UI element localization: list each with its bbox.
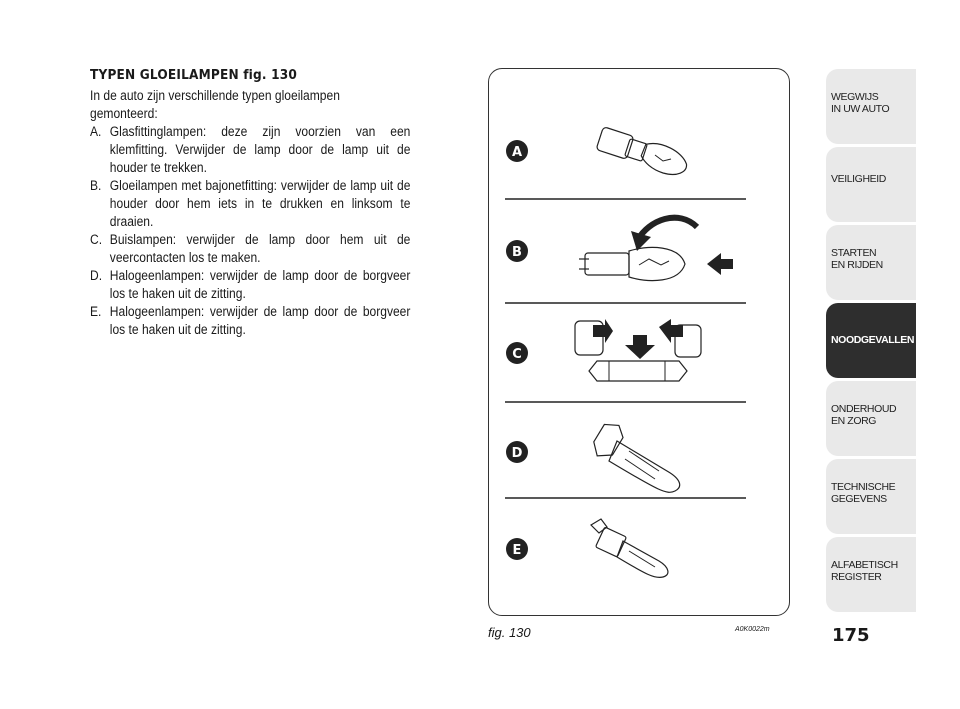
list-item-c xyxy=(90,231,410,267)
text-column xyxy=(90,66,410,339)
label-c: C xyxy=(512,347,522,362)
section-heading: TYPEN GLOEILAMPEN fig. 130 xyxy=(90,67,297,83)
item-letter: B. xyxy=(90,178,102,193)
halogen-d-drawing xyxy=(590,419,680,492)
bulb-illustration xyxy=(489,69,789,615)
intro-text: In de auto zijn verschillende typen gloeilampen gemonteerd: xyxy=(90,88,340,121)
list-item-e xyxy=(90,303,410,339)
item-letter: D. xyxy=(90,268,103,283)
item-text: Buislampen: verwijder de lamp door hem uit de veercontacten los te maken. xyxy=(109,232,411,265)
label-d-badge xyxy=(506,441,528,463)
label-e-badge xyxy=(506,538,528,560)
bulb-type-list xyxy=(90,123,410,339)
list-item-d xyxy=(90,267,410,303)
item-letter: A. xyxy=(90,124,102,139)
tab-veiligheid[interactable] xyxy=(826,147,916,222)
item-text: Gloeilampen met bajonetfitting: verwijder de lamp uit de houder door hem iets in te drukken en linksom te draaien. xyxy=(109,178,411,229)
tab-technische[interactable] xyxy=(826,459,916,534)
wedge-bulb-drawing xyxy=(596,127,689,177)
tab-starten[interactable] xyxy=(826,225,916,300)
tab-label: ONDERHOUD EN ZORG xyxy=(831,403,897,427)
label-e: E xyxy=(512,543,522,558)
halogen-e-drawing xyxy=(591,519,668,577)
label-d: D xyxy=(511,446,523,461)
item-letter: E. xyxy=(90,304,102,319)
label-a: A xyxy=(511,145,523,160)
tab-label: TECHNISCHE GEGEVENS xyxy=(831,481,896,505)
page-number: 175 xyxy=(832,625,870,646)
tab-label: WEGWIJS IN UW AUTO xyxy=(831,91,890,115)
item-text: Halogeenlampen: verwijder de lamp door de borgveer los te haken uit de zitting. xyxy=(109,268,411,301)
tab-label: STARTEN EN RIJDEN xyxy=(831,247,883,271)
tab-alfabetisch[interactable] xyxy=(826,537,916,612)
label-b: B xyxy=(512,245,522,260)
label-a-badge xyxy=(506,140,528,162)
tab-noodgevallen[interactable] xyxy=(826,303,916,378)
label-b-badge xyxy=(506,240,528,262)
item-text: Glasfittinglampen: deze zijn voorzien van een klemfitting. Verwijder de lamp door de lamp uit de houder te trekken. xyxy=(109,124,411,175)
tab-label: NOODGEVALLEN xyxy=(831,334,915,346)
label-c-badge xyxy=(506,342,528,364)
tab-label: VEILIGHEID xyxy=(831,173,886,185)
figure-code: A0K0022m xyxy=(735,626,770,633)
list-item-a xyxy=(90,123,410,177)
item-letter: C. xyxy=(90,232,103,247)
tab-wegwijs[interactable] xyxy=(826,69,916,144)
bayonet-bulb-drawing xyxy=(579,218,733,281)
item-text: Halogeenlampen: verwijder de lamp door de borgveer los te haken uit de zitting. xyxy=(109,304,411,337)
figure-caption: fig. 130 xyxy=(488,625,531,640)
figure-panel xyxy=(488,68,790,616)
tab-onderhoud[interactable] xyxy=(826,381,916,456)
list-item-b xyxy=(90,177,410,231)
chapter-tabs xyxy=(826,69,916,615)
festoon-bulb-drawing xyxy=(575,319,701,381)
tab-label: ALFABETISCH REGISTER xyxy=(831,559,898,583)
